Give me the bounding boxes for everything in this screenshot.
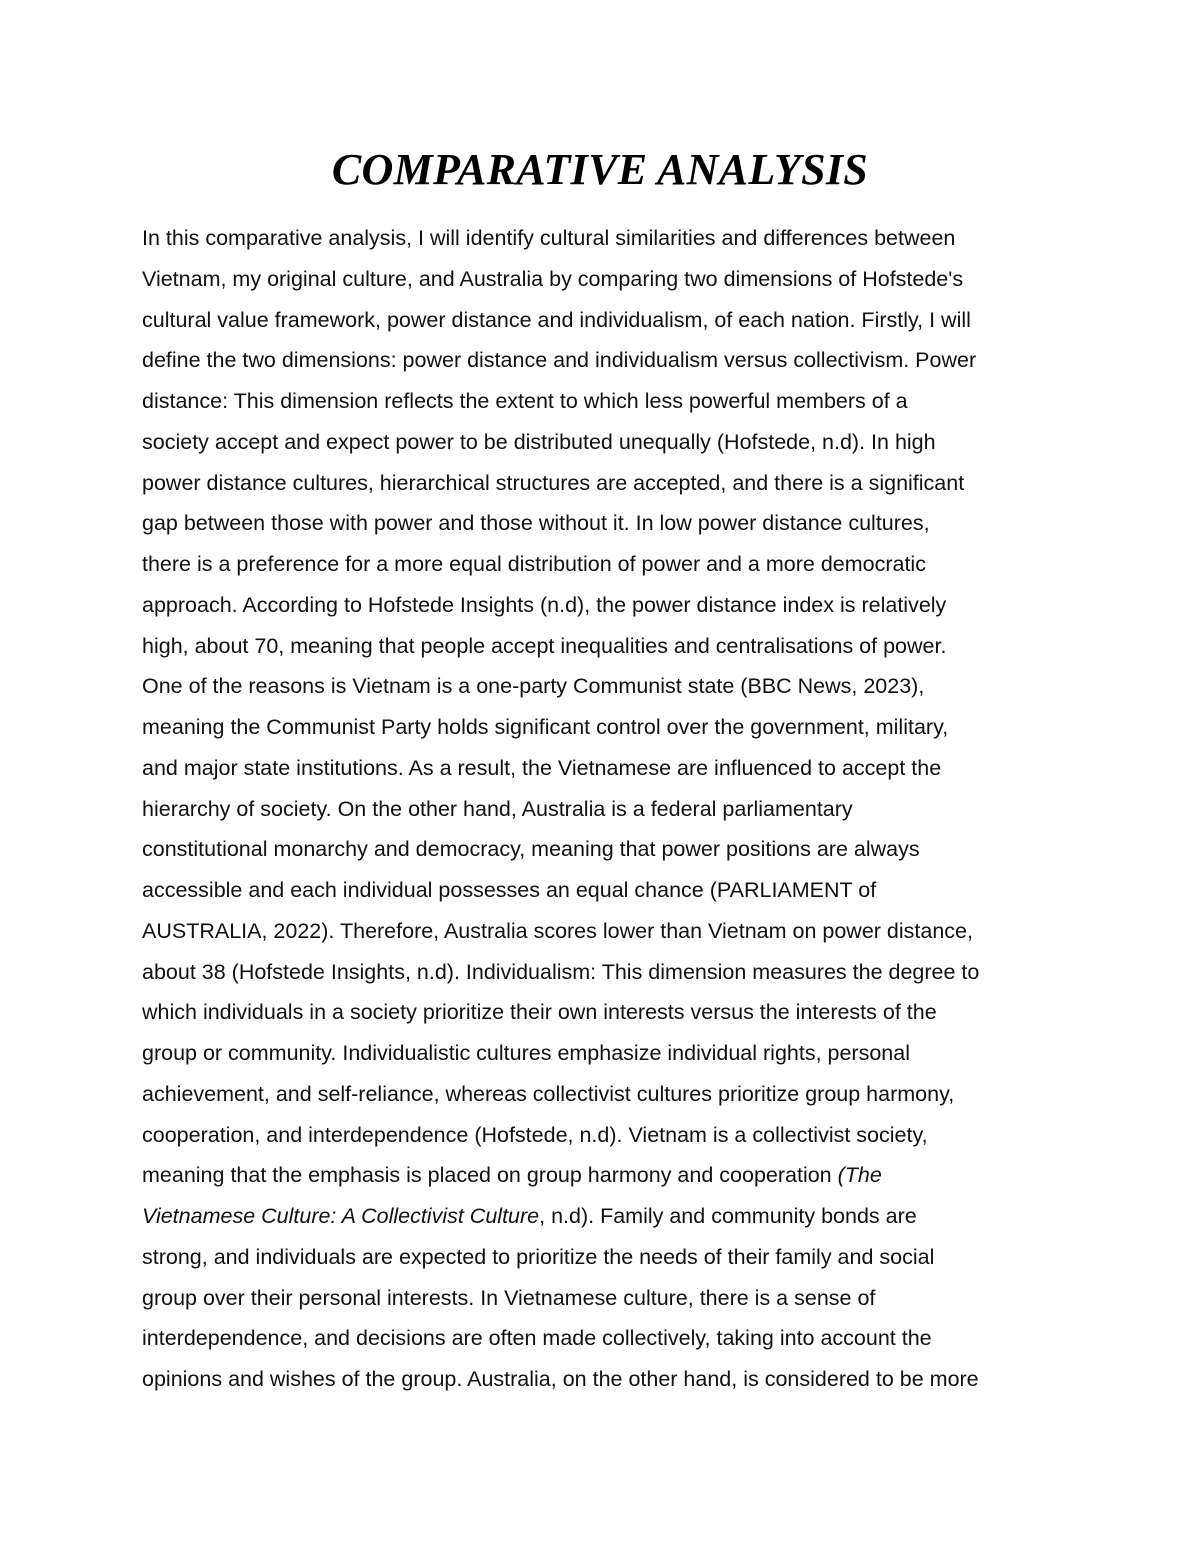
body-line: One of the reasons is Vietnam is a one-party Communist state (BBC News, 2023), <box>142 674 925 699</box>
body-line-with-citation <box>142 1155 1072 1196</box>
body-line: approach. According to Hofstede Insights (n.d), the power distance index is relatively <box>142 592 947 617</box>
body-line: interdependence, and decisions are often made collectively, taking into account the <box>142 1326 932 1351</box>
body-line: constitutional monarchy and democracy, meaning that power positions are always <box>142 837 920 862</box>
italic-citation-title: Vietnamese Culture: A Collectivist Culture <box>142 1204 540 1228</box>
document-title: COMPARATIVE ANALYSIS <box>331 145 869 194</box>
body-line: hierarchy of society. On the other hand, Australia is a federal parliamentary <box>142 796 853 821</box>
body-line: group over their personal interests. In Vietnamese culture, there is a sense of <box>142 1285 876 1310</box>
body-line-text: meaning that the emphasis is placed on group harmony and cooperation <box>142 1163 838 1188</box>
body-line: accessible and each individual possesses an equal chance (PARLIAMENT of <box>142 878 877 902</box>
body-line: power distance cultures, hierarchical structures are accepted, and there is a significant <box>142 470 965 495</box>
body-line: there is a preference for a more equal distribution of power and a more democratic <box>142 552 926 576</box>
body-line-with-citation <box>142 1196 1072 1237</box>
body-line: cultural value framework, power distance and individualism, of each nation. Firstly, I will <box>142 307 971 332</box>
body-line: society accept and expect power to be distributed unequally (Hofstede, n.d). In high <box>142 429 936 454</box>
body-line: high, about 70, meaning that people accept inequalities and centralisations of power. <box>142 633 947 658</box>
body-line: about 38 (Hofstede Insights, n.d). Individualism: This dimension measures the degree to <box>142 959 980 984</box>
body-line: opinions and wishes of the group. Australia, on the other hand, is considered to be more <box>142 1367 979 1391</box>
body-line: AUSTRALIA, 2022). Therefore, Australia scores lower than Vietnam on power distance, <box>142 918 973 943</box>
body-line: cooperation, and interdependence (Hofstede, n.d). Vietnam is a collectivist society, <box>142 1122 928 1147</box>
body-line: In this comparative analysis, I will identify cultural similarities and differences between <box>142 226 956 250</box>
body-line: Vietnam, my original culture, and Australia by comparing two dimensions of Hofstede's <box>142 266 964 291</box>
body-line: and major state institutions. As a result, the Vietnamese are influenced to accept the <box>142 755 942 780</box>
body-line-text: , n.d). Family and community bonds are <box>539 1204 917 1228</box>
body-line: achievement, and self-reliance, whereas collectivist cultures prioritize group harmony, <box>142 1081 955 1106</box>
italic-citation-open: (The <box>837 1163 882 1188</box>
body-line: meaning the Communist Party holds significant control over the government, military, <box>142 715 949 739</box>
body-line: gap between those with power and those without it. In low power distance cultures, <box>142 511 930 536</box>
body-line: which individuals in a society prioritize their own interests versus the interests of the <box>142 1000 937 1025</box>
body-line: define the two dimensions: power distance and individualism versus collectivism. Power <box>142 348 977 373</box>
document-body <box>142 218 1072 1400</box>
body-line: group or community. Individualistic cultures emphasize individual rights, personal <box>142 1041 910 1065</box>
body-line: strong, and individuals are expected to prioritize the needs of their family and social <box>142 1244 935 1269</box>
body-line: distance: This dimension reflects the extent to which less powerful members of a <box>142 389 908 413</box>
